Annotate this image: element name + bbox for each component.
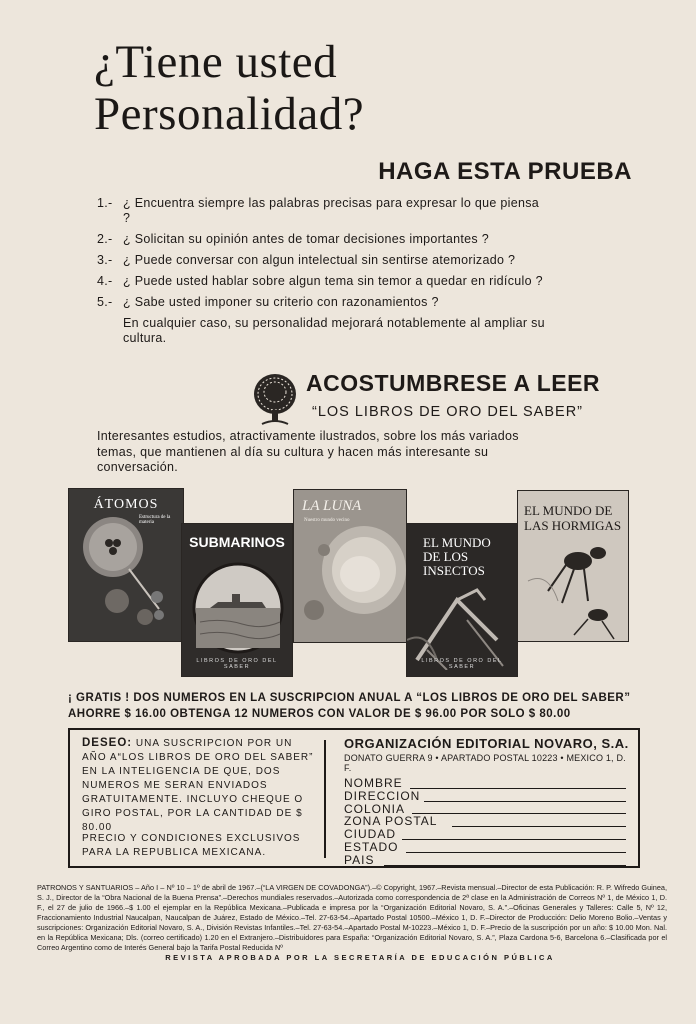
coupon-divider xyxy=(324,740,326,858)
field-label: PAIS xyxy=(344,852,375,867)
headline-line-2: Personalidad? xyxy=(94,88,365,140)
question-text: ¿ Puede conversar con algun intelectual sin sentirse atemorizado ? xyxy=(123,253,516,267)
publisher-name: ORGANIZACIÓN EDITORIAL NOVARO, S.A. xyxy=(344,736,629,751)
book-title: SUBMARINOS xyxy=(189,534,285,550)
question-number: 3.- xyxy=(97,253,113,267)
field-line xyxy=(410,788,626,789)
test-heading: HAGA ESTA PRUEBA xyxy=(378,158,632,185)
coupon-request xyxy=(82,736,314,835)
offer-line-2: AHORRE $ 16.00 OBTENGA 12 NUMEROS CON VALOR DE $ 96.00 POR SOLO $ 80.00 xyxy=(68,708,571,720)
book-title: EL MUNDO DE LAS HORMIGAS xyxy=(524,503,622,533)
intro-paragraph: Interesantes estudios, atractivamente ilustrados, sobre los más variados temas, que mantienen al día su cultura y hacen más interesante su conversación. xyxy=(97,429,519,474)
question-item xyxy=(97,295,547,310)
submarine-illustration-icon xyxy=(192,562,284,654)
deseo-label: DESEO: xyxy=(82,737,133,749)
offer-line-1: ¡ GRATIS ! DOS NUMEROS EN LA SUSCRIPCION ANUAL A “LOS LIBROS DE ORO DEL SABER” xyxy=(68,692,631,704)
colophon: PATRONOS Y SANTUARIOS – Año I – Nº 10 – 1º de abril de 1967.–(“LA VIRGEN DE COVADONGA”).–© Copyright, 1967.–Revista mensual.–Director de esta Publicación: R. P. Wifredo Guinea, S. J., Director de la “Obra Nacional de la Buena Prensa”.–Derechos mundiales reservados.–Autorizada como correspondencia de 2ª clase en la Administración de Correos Nº 1, de México 1, D. F., el 27 de julio de 1966.–$ 1.00 el ejemplar en la República Mexicana.–Publicada e impresa por la “Organización Editorial Novaro, S. A.”.–Oficinas Generales y Talleres: Calle 5, Nº 12, Fraccionamiento Industrial Naucalpan, Naucalpan de Juárez, Estado de México.–Tel. 27-63-54.–Apartado Postal 10500.–México 1, D. F.–Director de Producción: Delio Moreno Bolio.–Ventas y suscripciones: Organización Editorial Novaro, S. A., División Revistas Infantiles.–Tel. 27-63-54.–Apartado Postal M-10223.–México 1, D. F.–Precio de la suscripción por un año: $ 10.00 Mon. Nal. en la República Mexicana; Dls. (correo certificado) 1.20 en el Extranjero.–Distribuidores para España: “Organización Editorial Novaro, S. A.”, Plaza Cardona 5-6, Barcelona 6.–Clasificada por el Correo Argentino como de Interés General bajo la Tarifa Postal Reducida Nº xyxy=(37,883,667,952)
book-title: EL MUNDO DE LOS INSECTOS xyxy=(423,535,491,578)
book-cover-submarinos xyxy=(181,523,293,677)
book-footer: LIBROS DE ORO DEL SABER xyxy=(196,658,278,670)
deseo-text: UNA SUSCRIPCION POR UN AÑO A“LOS LIBROS DE ORO DEL SABER” EN LA INTELIGENCIA DE QUE, DOS NUMEROS ME SERAN ENVIADOS GRATUITAMENTE. INCLUYO CHEQUE O GIRO POSTAL, POR LA CANTIDAD DE $ 80.00 xyxy=(82,738,314,833)
question-text: ¿ Solicitan su opinión antes de tomar decisiones importantes ? xyxy=(123,232,490,246)
headline-line-1: ¿Tiene usted xyxy=(94,36,338,88)
field-label: NOMBRE xyxy=(344,776,403,790)
field-line xyxy=(384,865,626,866)
book-footer: LIBROS DE ORO DEL SABER xyxy=(421,658,503,670)
field-label: ESTADO xyxy=(344,839,399,854)
book-subtitle: Nuestro mundo vecino xyxy=(304,518,350,523)
question-number: 4.- xyxy=(97,274,113,288)
headline xyxy=(94,36,614,140)
offer-text xyxy=(68,690,648,722)
book-title: ÁTOMOS xyxy=(93,497,159,512)
publisher-block xyxy=(344,736,634,867)
field-line xyxy=(406,852,626,853)
field-label: CIUDAD xyxy=(344,827,397,842)
tree-logo-icon xyxy=(252,372,298,426)
book-cover-insectos xyxy=(406,523,518,677)
question-item xyxy=(97,253,547,268)
book-subtitle: Estructura de la materia xyxy=(139,515,171,525)
field-pais[interactable] xyxy=(344,854,634,867)
approval-line: REVISTA APROBADA POR LA SECRETARÍA DE EDUCACIÓN PÚBLICA xyxy=(165,953,555,962)
question-item xyxy=(97,232,547,247)
atom-illustration-icon xyxy=(69,509,184,642)
question-list xyxy=(97,196,547,346)
question-text: ¿ Sabe usted imponer su criterio con razonamientos ? xyxy=(123,295,439,309)
coupon-form xyxy=(344,777,634,867)
mantis-illustration-icon xyxy=(407,570,518,670)
field-label: DIRECCION xyxy=(344,788,421,803)
book-title: LA LUNA xyxy=(302,498,362,514)
field-label: COLONIA xyxy=(344,801,406,816)
collection-name: “LOS LIBROS DE ORO DEL SABER” xyxy=(312,404,583,420)
question-text: ¿ Puede usted hablar sobre algun tema sin temor a quedar en ridículo ? xyxy=(123,274,543,288)
publisher-address: DONATO GUERRA 9 • APARTADO POSTAL 10223 • MEXICO 1, D. F. xyxy=(344,753,626,773)
price-conditions: PRECIO Y CONDICIONES EXCLUSIVOS PARA LA REPUBLICA MEXICANA. xyxy=(82,833,301,858)
read-heading: ACOSTUMBRESE A LEER xyxy=(306,370,601,396)
ant-illustration-icon xyxy=(518,531,629,642)
question-number: 5.- xyxy=(97,295,113,309)
book-cover-atomos xyxy=(68,488,184,642)
conclusion-text: En cualquier caso, su personalidad mejorará notablemente al ampliar su cultura. xyxy=(123,316,545,345)
book-cover-hormigas xyxy=(517,490,629,642)
question-item xyxy=(97,196,547,226)
field-line xyxy=(402,839,626,840)
field-line xyxy=(412,813,626,814)
field-line xyxy=(424,801,626,802)
field-estado[interactable] xyxy=(344,841,634,854)
question-item xyxy=(97,274,547,289)
book-cover-la-luna xyxy=(293,489,407,643)
question-number: 1.- xyxy=(97,196,113,210)
question-number: 2.- xyxy=(97,232,113,246)
field-label: ZONA POSTAL xyxy=(344,814,438,829)
question-text: ¿ Encuentra siempre las palabras precisas para expresar lo que piensa ? xyxy=(123,196,540,225)
field-line xyxy=(452,826,626,827)
subscription-coupon xyxy=(68,728,640,868)
